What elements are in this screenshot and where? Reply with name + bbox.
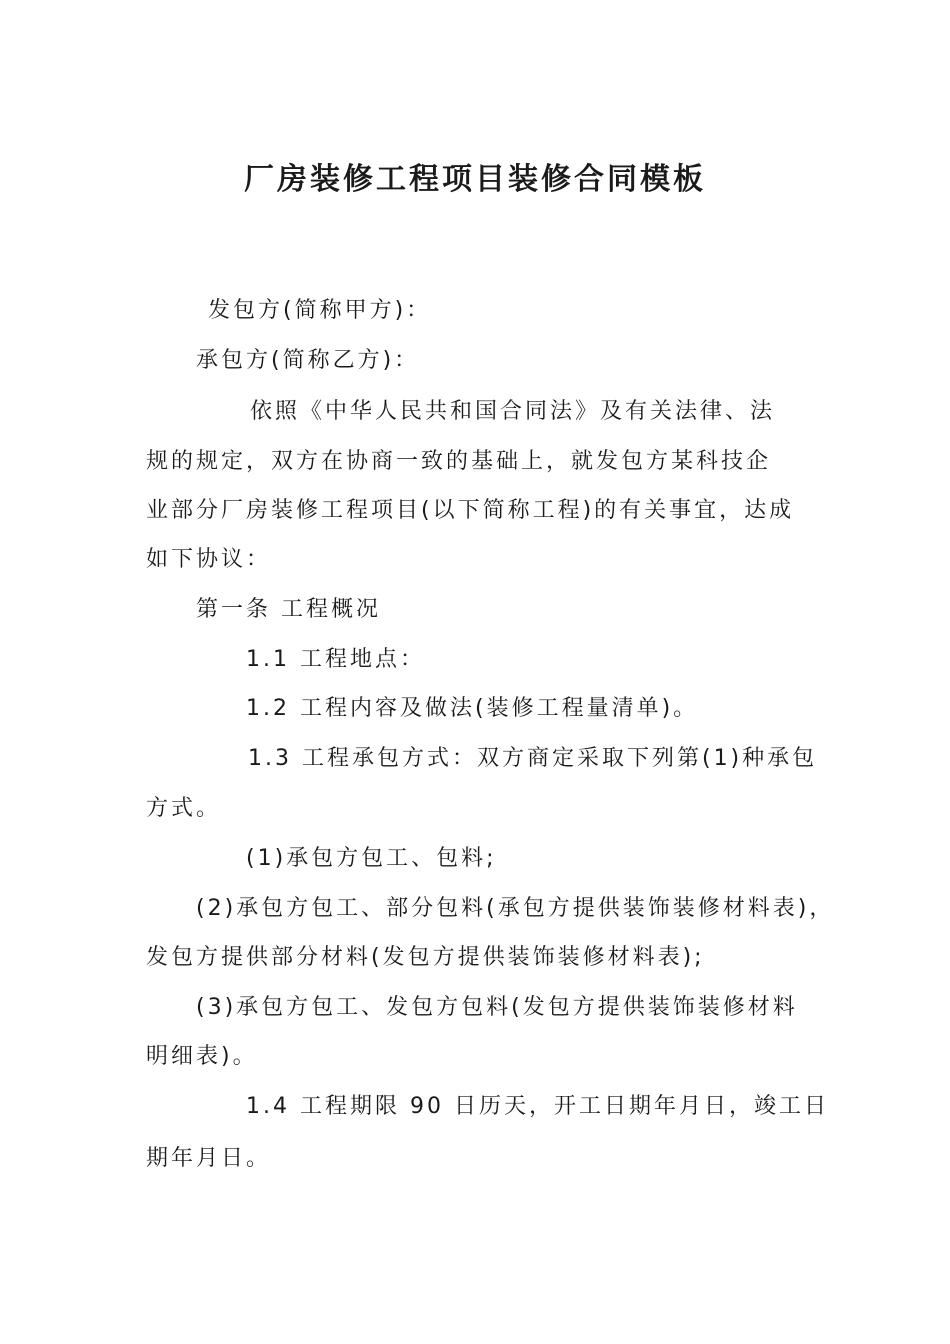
option-2-line-2: 发包方提供部分材料(发包方提供装饰装修材料表); [146,945,705,970]
clause-1-3-line-2: 方式。 [146,796,222,821]
option-3-line-1: (3)承包方包工、发包方包料(发包方提供装饰装修材料 [196,995,798,1020]
clause-1-4-line-1: 1.4 工程期限 90 日历天，开工日期年月日，竣工日 [246,1094,829,1119]
option-2-line-1: (2)承包方包工、部分包料(承包方提供装饰装修材料表)， [196,896,835,921]
option-3-line-2: 明细表)。 [146,1044,258,1069]
clause-1-3-line-1: 1.3 工程承包方式：双方商定采取下列第(1)种承包 [248,746,818,771]
party-b-line: 承包方(简称乙方)： [196,348,420,373]
party-a-line: 发包方(简称甲方)： [208,298,432,323]
intro-line-4: 如下协议： [146,547,272,572]
article-1-heading: 第一条 工程概况 [196,597,381,622]
intro-line-2: 规的规定，双方在协商一致的基础上，就发包方某科技企 [146,449,772,474]
clause-1-4-line-2: 期年月日。 [146,1146,272,1171]
intro-line-3: 业部分厂房装修工程项目(以下简称工程)的有关事宜，达成 [146,498,795,523]
clause-1-2: 1.2 工程内容及做法(装修工程量清单)。 [246,696,699,721]
clause-1-1: 1.1 工程地点： [246,647,425,672]
document-title: 厂房装修工程项目装修合同模板 [244,162,706,197]
intro-line-1: 依照《中华人民共和国合同法》及有关法律、法 [250,399,776,424]
option-1-line: (1)承包方包工、包料; [246,846,497,871]
